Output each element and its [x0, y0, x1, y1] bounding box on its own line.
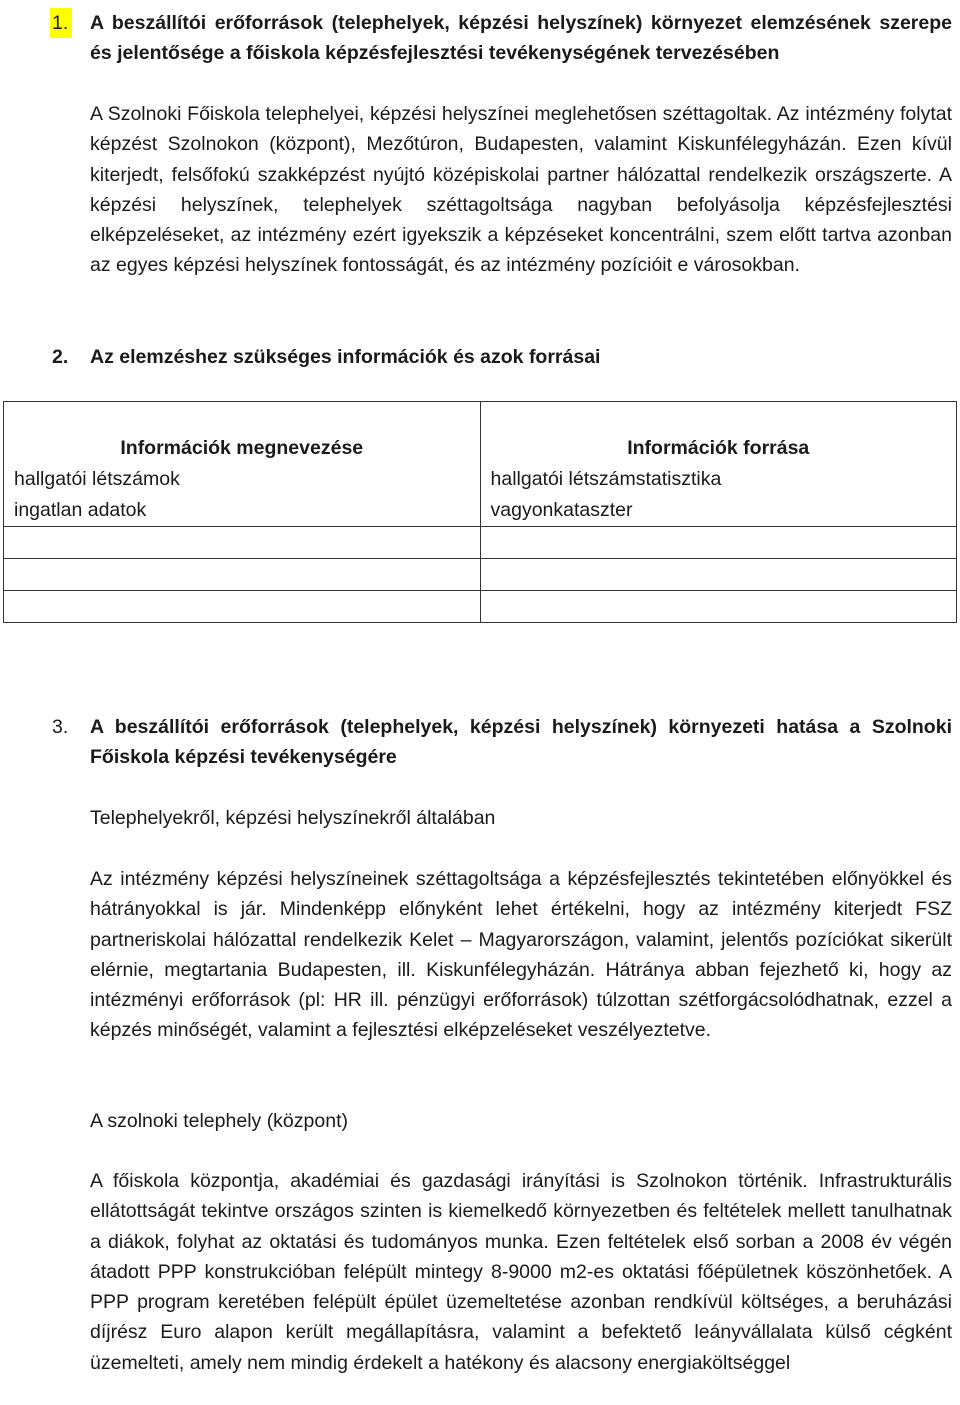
section-3-number: 3. [52, 716, 69, 738]
section-3-paragraph-general: Az intézmény képzési helyszíneinek széttagoltsága a képzésfejlesztés tekintetében előnyökkel és hátrányokkal is jár. Mindenképp előnyként lehet értékelni, hogy az intézmény kiterjedt FSZ partneriskolai hálózattal rendelkezik Kelet – Magyarországon, valamint, jelentős pozíciókat sikerült elérnie, megtartania Budapesten, ill. Kiskunfélegyházán. Hátránya abban fejezhető ki, hogy az intézményi erőforrások (pl: HR ill. pénzügyi erőforrások) túlzottan szétforgácsolódhatnak, ezzel a képzés minőségét, valamint a fejlesztési elképzeléseket veszélyeztetve. [90, 868, 952, 1042]
section-3-subheading-general: Telephelyekről, képzési helyszínekről általában [90, 807, 496, 829]
table-row [4, 559, 957, 591]
table-cell-name: ingatlan adatok [4, 495, 481, 527]
table-cell-name [4, 559, 481, 591]
table-header-row [4, 402, 957, 465]
table-row [4, 495, 957, 527]
table-header-name: Információk megnevezése [4, 402, 481, 465]
table-cell-source [480, 559, 957, 591]
information-table [3, 401, 957, 623]
table-cell-source: hallgatói létszámstatisztika [480, 464, 957, 495]
table-row [4, 527, 957, 559]
table-cell-name: hallgatói létszámok [4, 464, 481, 495]
section-1-number: 1. [50, 8, 72, 38]
section-2-number: 2. [52, 346, 69, 368]
section-1-paragraph: A Szolnoki Főiskola telephelyei, képzési helyszínei meglehetősen széttagoltak. Az intézmény folytat képzést Szolnokon (központ), Mezőtúron, Budapesten, valamint Kiskunfélegyházán. Ezen kívül kiterjedt, felsőfokú szakképzést nyújtó középiskolai partner hálózattal rendelkezik országszerte. A képzési helyszínek, telephelyek széttagoltsága nagyban befolyásolja képzésfejlesztési elképzeléseket, az intézmény ezért igyekszik a képzéseket koncentrálni, szem előtt tartva azonban az egyes képzési helyszínek fontosságát, és az intézmény pozícióit e városokban. [90, 103, 952, 277]
section-3-subheading-szolnok: A szolnoki telephely (központ) [90, 1110, 348, 1132]
section-3-heading: A beszállítói erőforrások (telephelyek, képzési helyszínek) környezeti hatása a Szolnoki Főiskola képzési tevékenységére [90, 716, 952, 769]
table-header-source: Információk forrása [480, 402, 957, 465]
table-cell-name [4, 591, 481, 623]
section-3-paragraph-szolnok: A főiskola központja, akadémiai és gazdasági irányítási is Szolnokon történik. Infrastrukturális ellátottságát tekintve országos szinten is kiemelkedő környezetben és feltételek mellett tanulhatnak a diákok, folyhat az oktatási és tudományos munka. Ezen feltételek első sorban a 2008 év végén átadott PPP konstrukcióban felépült mintegy 8-9000 m2-es oktatási főépületnek köszönhetőek. A PPP program keretében felépült épület üzemeltetése azonban rendkívül költséges, a beruházási díjrész Euro alapon került megállapításra, valamint a befektető leányvállalata külső cégként üzemelteti, amely nem mindig érdekelt a hatékony és alacsony energiaköltséggel [90, 1170, 952, 1374]
table-cell-source [480, 527, 957, 559]
table-cell-source: vagyonkataszter [480, 495, 957, 527]
section-1-heading: A beszállítói erőforrások (telephelyek, képzési helyszínek) környezet elemzésének szerepe és jelentősége a főiskola képzésfejlesztési tevékenységének tervezésében [90, 12, 952, 65]
table-cell-source [480, 591, 957, 623]
table-cell-name [4, 527, 481, 559]
table-row [4, 591, 957, 623]
table-row [4, 464, 957, 495]
section-2-heading: Az elemzéshez szükséges információk és azok forrásai [90, 346, 601, 368]
